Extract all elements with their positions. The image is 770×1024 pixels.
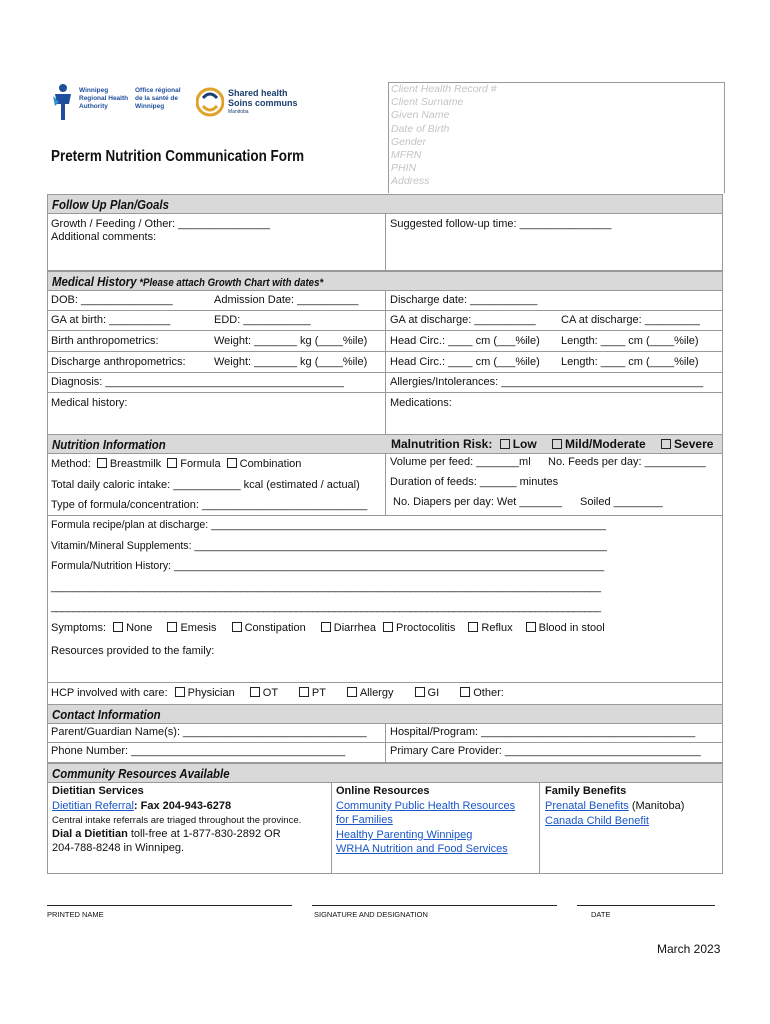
caloric-intake-field[interactable]: Total daily caloric intake: ___________ kcal (estimated / actual) <box>51 479 360 491</box>
printed-name-label: PRINTED NAME <box>47 910 104 919</box>
symptom-label: None <box>126 622 153 634</box>
breastmilk-label: Breastmilk <box>109 458 162 470</box>
risk-mild-checkbox[interactable] <box>552 439 562 449</box>
contact-header <box>47 704 723 724</box>
formula-checkbox[interactable] <box>167 458 177 468</box>
ga-birth-field[interactable]: GA at birth: __________ <box>51 314 171 326</box>
discharge-head-field[interactable]: Head Circ.: ____ cm (___%ile) <box>390 356 540 368</box>
symptom-diarrhea-checkbox[interactable] <box>321 622 331 632</box>
allergies-field[interactable]: Allergies/Intolerances: _________________________________ <box>390 376 704 388</box>
client-field: Client Health Record # <box>391 83 497 95</box>
hcp-row <box>51 687 504 699</box>
date-line[interactable] <box>577 905 715 906</box>
blank-line[interactable]: _____________________________________________________________________________________________________ <box>51 581 601 593</box>
hcp-pt-checkbox[interactable] <box>299 687 309 697</box>
birth-weight-field[interactable]: Weight: _______ kg (____%ile) <box>214 335 368 347</box>
comments-field[interactable]: Additional comments: <box>51 231 157 243</box>
formula-recipe-field[interactable]: Formula recipe/plan at discharge: ___________________________________________________________________ <box>51 519 606 531</box>
shared-health-logo <box>196 86 306 122</box>
client-info-box <box>388 82 725 193</box>
printed-name-line[interactable] <box>47 905 292 906</box>
medications-field[interactable]: Medications: <box>390 397 452 409</box>
wrha-nutrition-link[interactable]: WRHA Nutrition and Food Services <box>336 843 508 855</box>
community-header <box>47 763 723 783</box>
birth-length-field[interactable]: Length: ____ cm (____%ile) <box>561 335 699 347</box>
risk-low-label: Low <box>512 437 537 451</box>
combination-label: Combination <box>239 458 302 470</box>
symptom-reflux-checkbox[interactable] <box>468 622 478 632</box>
ga-discharge-field[interactable]: GA at discharge: __________ <box>390 314 536 326</box>
client-field: MFRN <box>391 149 422 162</box>
blank-line[interactable]: _____________________________________________________________________________________________________ <box>51 601 601 613</box>
symptom-constipation-checkbox[interactable] <box>232 622 242 632</box>
signature-label: SIGNATURE AND DESIGNATION <box>314 910 428 919</box>
discharge-date-field[interactable]: Discharge date: ___________ <box>390 294 538 306</box>
symptom-label: Emesis <box>180 622 217 634</box>
dietitian-heading: Dietitian Services <box>52 785 144 797</box>
birth-head-field[interactable]: Head Circ.: ____ cm (___%ile) <box>390 335 540 347</box>
hcp-option: OT <box>262 687 278 699</box>
dial-dietitian-label: Dial a Dietitian <box>52 828 128 840</box>
feeds-per-day-field[interactable]: No. Feeds per day: __________ <box>548 456 706 468</box>
client-field: Gender <box>391 135 427 148</box>
vitamins-field[interactable]: Vitamin/Mineral Supplements: ______________________________________________________________________ <box>51 540 607 552</box>
hcp-ot-checkbox[interactable] <box>250 687 260 697</box>
nutrition-history-field[interactable]: Formula/Nutrition History: _________________________________________________________________________ <box>51 560 605 572</box>
diapers-soiled-field[interactable]: Soiled ________ <box>580 496 663 508</box>
discharge-weight-field[interactable]: Weight: _______ kg (____%ile) <box>214 356 368 368</box>
primary-care-field[interactable]: Primary Care Provider: ________________________________ <box>390 745 701 757</box>
admission-date-field[interactable]: Admission Date: __________ <box>214 294 359 306</box>
online-resources-heading: Online Resources <box>336 785 430 797</box>
client-field: Client Surname <box>391 96 464 109</box>
shared-health-line3: Manitoba <box>228 109 249 115</box>
public-health-link[interactable]: Community Public Health Resources <box>336 800 516 812</box>
medical-history-header <box>47 271 723 291</box>
form-title: Preterm Nutrition Communication Form <box>51 148 305 165</box>
symptom-label: Reflux <box>481 622 513 634</box>
family-benefits-heading: Family Benefits <box>545 785 627 797</box>
combination-checkbox[interactable] <box>227 458 237 468</box>
symptom-emesis-checkbox[interactable] <box>167 622 177 632</box>
symptom-label: Blood in stool <box>538 622 605 634</box>
shared-health-line1: Shared health <box>228 88 288 98</box>
hcp-gi-checkbox[interactable] <box>415 687 425 697</box>
resources-field[interactable]: Resources provided to the family: <box>51 645 215 657</box>
wrha-fr-text: Office régional de la santé de Winnipeg <box>135 87 181 110</box>
hcp-physician-checkbox[interactable] <box>175 687 185 697</box>
symptom-blood-checkbox[interactable] <box>526 622 536 632</box>
client-field: Address <box>391 175 430 188</box>
community-heading: Community Resources Available <box>52 766 230 781</box>
hcp-option: GI <box>427 687 440 699</box>
nutrition-heading: Nutrition Information <box>52 437 166 452</box>
hcp-option: Physician <box>187 687 235 699</box>
risk-severe-checkbox[interactable] <box>661 439 671 449</box>
risk-severe-label: Severe <box>674 437 714 451</box>
central-intake-note: Central intake referrals are triaged throughout the province. <box>52 815 302 826</box>
method-label: Method: <box>51 458 91 470</box>
risk-mild-label: Mild/Moderate <box>565 437 646 451</box>
hcp-other-checkbox[interactable] <box>460 687 470 697</box>
breastmilk-checkbox[interactable] <box>97 458 107 468</box>
discharge-anthropometrics-label: Discharge anthropometrics: <box>51 356 186 368</box>
symptom-none-checkbox[interactable] <box>113 622 123 632</box>
symptom-proctocolitis-checkbox[interactable] <box>383 622 393 632</box>
follow-up-header <box>47 194 723 214</box>
discharge-length-field[interactable]: Length: ____ cm (____%ile) <box>561 356 699 368</box>
healthy-parenting-link[interactable]: Healthy Parenting Winnipeg <box>336 829 473 841</box>
client-field: Given Name <box>391 109 450 122</box>
birth-anthropometrics-label: Birth anthropometrics: <box>51 335 159 347</box>
symptoms-label: Symptoms: <box>51 622 107 634</box>
volume-per-feed-field[interactable]: Volume per feed: _______ml <box>390 456 531 468</box>
footer-date: March 2023 <box>657 942 721 956</box>
nutrition-header <box>47 434 723 454</box>
formula-label: Formula <box>180 458 221 470</box>
dob-field[interactable]: DOB: _______________ <box>51 294 173 306</box>
prenatal-benefits-suffix: (Manitoba) <box>628 800 685 812</box>
public-health-link-line2[interactable]: for Families <box>336 814 393 826</box>
symptom-label: Diarrhea <box>333 622 376 634</box>
ca-discharge-field[interactable]: CA at discharge: _________ <box>561 314 700 326</box>
dial-dietitian-winnipeg: 204-788-8248 in Winnipeg. <box>52 842 185 854</box>
date-label: DATE <box>591 910 611 919</box>
formula-type-field[interactable]: Type of formula/concentration: ___________________________ <box>51 499 368 511</box>
risk-low-checkbox[interactable] <box>500 439 510 449</box>
diagnosis-field[interactable]: Diagnosis: _______________________________________ <box>51 376 345 388</box>
signature-line[interactable] <box>312 905 557 906</box>
wrha-logo <box>51 82 191 122</box>
medical-history-field[interactable]: Medical history: <box>51 397 128 409</box>
dietitian-referral-link[interactable]: Dietitian Referral <box>52 800 134 812</box>
wrha-en-text: Winnipeg Regional Health Authority <box>79 87 129 110</box>
edd-field[interactable]: EDD: ___________ <box>214 314 311 326</box>
hcp-allergy-checkbox[interactable] <box>347 687 357 697</box>
symptoms-row <box>51 622 605 634</box>
fax-number: : Fax 204-943-6278 <box>133 800 232 812</box>
client-field: PHIN <box>391 162 417 175</box>
hcp-option: Allergy <box>359 687 394 699</box>
medical-history-heading: Medical History <box>52 274 137 289</box>
parent-name-field[interactable]: Parent/Guardian Name(s): ______________________________ <box>51 726 367 738</box>
client-field: Date of Birth <box>391 122 450 135</box>
prenatal-benefits-link[interactable]: Prenatal Benefits <box>545 800 629 812</box>
diapers-wet-field[interactable]: No. Diapers per day: Wet _______ <box>393 496 563 508</box>
canada-child-benefit-link[interactable]: Canada Child Benefit <box>545 815 649 827</box>
growth-field[interactable]: Growth / Feeding / Other: _______________ <box>51 218 270 230</box>
phone-field[interactable]: Phone Number: ___________________________________ <box>51 745 346 757</box>
hcp-label: HCP involved with care: <box>51 687 168 699</box>
hcp-option: PT <box>311 687 326 699</box>
hcp-option: Other: <box>473 687 504 699</box>
hospital-field[interactable]: Hospital/Program: ___________________________________ <box>390 726 696 738</box>
shared-health-line2: Soins communs <box>228 98 298 108</box>
feeding-method-row <box>51 458 301 470</box>
symptom-label: Proctocolitis <box>396 622 456 634</box>
suggested-followup-field[interactable]: Suggested follow-up time: _______________ <box>390 218 612 230</box>
follow-up-heading: Follow Up Plan/Goals <box>52 197 169 212</box>
symptom-label: Constipation <box>244 622 306 634</box>
medical-history-note: *Please attach Growth Chart with dates* <box>136 277 324 289</box>
malnutrition-risk-label: Malnutrition Risk: <box>391 437 493 451</box>
duration-field[interactable]: Duration of feeds: ______ minutes <box>390 476 559 488</box>
contact-heading: Contact Information <box>52 707 161 722</box>
dial-dietitian-number: toll-free at 1-877-830-2892 OR <box>127 828 281 840</box>
